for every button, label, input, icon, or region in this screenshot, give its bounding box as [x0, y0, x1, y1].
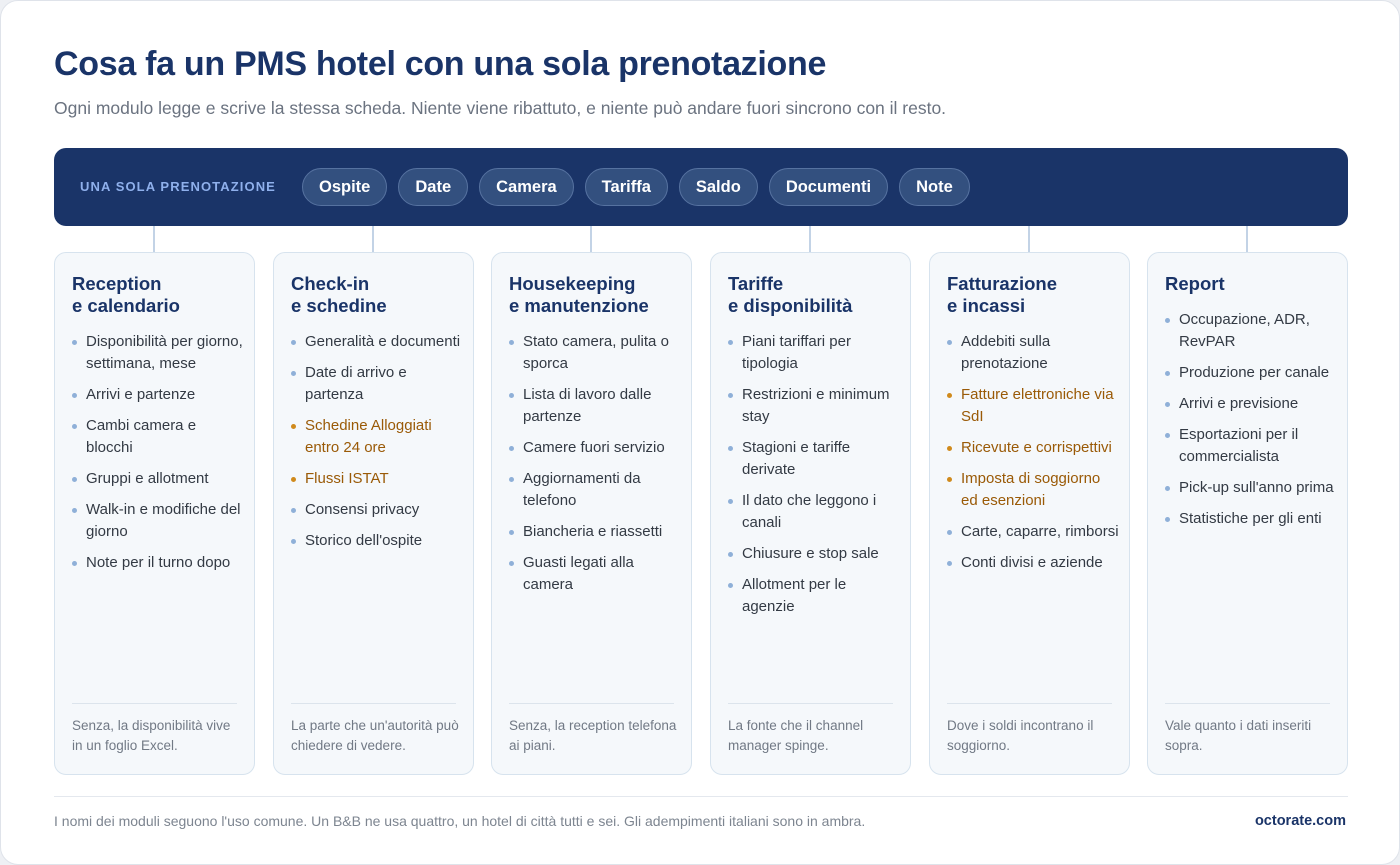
module-card-report — [1147, 252, 1348, 775]
module-title-line: Housekeeping — [509, 273, 636, 294]
module-title-line: Tariffe — [728, 273, 784, 294]
module-title-line: e schedine — [291, 295, 387, 316]
chip-ospite: Ospite — [302, 168, 387, 206]
list-item: Arrivi e previsione — [1165, 393, 1337, 415]
list-item: Il dato che leggono i canali — [728, 490, 900, 534]
module-title — [728, 273, 902, 317]
footer-divider — [54, 796, 1348, 797]
module-note: La fonte che il channel manager spinge. — [728, 718, 864, 753]
chip-saldo: Saldo — [679, 168, 758, 206]
module-card-tariffe — [710, 252, 911, 775]
chip-documenti: Documenti — [769, 168, 888, 206]
list-item: Aggiornamenti da telefono — [509, 468, 681, 512]
connector-line — [809, 226, 811, 253]
list-item: Allotment per le agenzie — [728, 574, 900, 618]
module-card-reception — [54, 252, 255, 775]
reservation-banner — [54, 148, 1348, 226]
connector-line — [1028, 226, 1030, 253]
module-title-line: e incassi — [947, 295, 1026, 316]
list-item: Restrizioni e minimum stay — [728, 384, 900, 428]
module-card-fatturazione — [929, 252, 1130, 775]
list-item: Esportazioni per il commercialista — [1165, 424, 1337, 468]
module-title-line: Fatturazione — [947, 273, 1057, 294]
card-divider — [947, 703, 1112, 704]
list-item: Produzione per canale — [1165, 362, 1337, 384]
connector-line — [372, 226, 374, 253]
module-title-line: e disponibilità — [728, 295, 853, 316]
connector-line — [1246, 226, 1248, 253]
list-item: Stato camera, pulita o sporca — [509, 331, 681, 375]
page-subtitle: Ogni modulo legge e scrive la stessa scheda. Niente viene ribattuto, e niente può andare fuori sincrono con il resto. — [54, 98, 947, 118]
list-item: Guasti legati alla camera — [509, 552, 681, 596]
list-item: Cambi camera e blocchi — [72, 415, 244, 459]
list-item: Addebiti sulla prenotazione — [947, 331, 1119, 375]
list-item: Conti divisi e aziende — [947, 552, 1119, 574]
list-item: Stagioni e tariffe derivate — [728, 437, 900, 481]
list-item: Consensi privacy — [291, 499, 463, 521]
list-item: Walk-in e modifiche del giorno — [72, 499, 244, 543]
module-note: Senza, la reception telefona ai piani. — [509, 718, 677, 753]
module-item-list — [728, 331, 900, 627]
module-note: Vale quanto i dati inseriti sopra. — [1165, 718, 1312, 753]
module-title-line: e calendario — [72, 295, 180, 316]
list-item: Camere fuori servizio — [509, 437, 681, 459]
list-item: Generalità e documenti — [291, 331, 463, 353]
brand-link[interactable]: octorate.com — [1254, 813, 1346, 829]
compliance-list-item: Ricevute e corrispettivi — [947, 437, 1119, 459]
module-item-list — [947, 331, 1119, 583]
module-card-check-in — [273, 252, 474, 775]
compliance-list-item: Flussi ISTAT — [291, 468, 463, 490]
connector-line — [590, 226, 592, 253]
list-item: Piani tariffari per tipologia — [728, 331, 900, 375]
list-item: Arrivi e partenze — [72, 384, 244, 406]
module-item-list — [72, 331, 244, 583]
module-note: La parte che un'autorità può chiedere di vedere. — [291, 718, 459, 753]
list-item: Pick-up sull'anno prima — [1165, 477, 1337, 499]
list-item: Lista di lavoro dalle partenze — [509, 384, 681, 428]
card-divider — [291, 703, 456, 704]
chip-tariffa: Tariffa — [585, 168, 668, 206]
chip-note: Note — [899, 168, 970, 206]
module-title-line: e manutenzione — [509, 295, 649, 316]
module-item-list — [291, 331, 463, 561]
footer-note: I nomi dei moduli seguono l'uso comune. Un B&B ne usa quattro, un hotel di città tutti e sei. Gli adempimenti italiani sono in ambra. — [54, 813, 866, 829]
compliance-list-item: Schedine Alloggiati entro 24 ore — [291, 415, 463, 459]
page-title: Cosa fa un PMS hotel con una sola prenotazione — [54, 45, 827, 83]
list-item: Statistiche per gli enti — [1165, 508, 1337, 530]
list-item: Biancheria e riassetti — [509, 521, 681, 543]
module-title — [72, 273, 246, 317]
module-note: Dove i soldi incontrano il soggiorno. — [947, 718, 1094, 753]
module-title-line: Reception — [72, 273, 162, 294]
list-item: Storico dell'ospite — [291, 530, 463, 552]
chip-camera: Camera — [479, 168, 574, 206]
module-title-line: Report — [1165, 273, 1225, 294]
list-item: Date di arrivo e partenza — [291, 362, 463, 406]
card-divider — [72, 703, 237, 704]
banner-label: UNA SOLA PRENOTAZIONE — [80, 179, 276, 194]
module-item-list — [1165, 309, 1337, 539]
list-item: Note per il turno dopo — [72, 552, 244, 574]
compliance-list-item: Imposta di soggiorno ed esenzioni — [947, 468, 1119, 512]
module-item-list — [509, 331, 681, 605]
list-item: Occupazione, ADR, RevPAR — [1165, 309, 1337, 353]
list-item: Chiusure e stop sale — [728, 543, 900, 565]
module-title — [1165, 273, 1339, 295]
module-card-housekeeping — [491, 252, 692, 775]
module-note: Senza, la disponibilità vive in un foglio Excel. — [72, 718, 231, 753]
module-title-line: Check-in — [291, 273, 370, 294]
list-item: Carte, caparre, rimborsi — [947, 521, 1119, 543]
card-divider — [509, 703, 674, 704]
list-item: Gruppi e allotment — [72, 468, 244, 490]
reservation-field-chips — [302, 168, 970, 206]
connector-line — [153, 226, 155, 253]
compliance-list-item: Fatture elettroniche via SdI — [947, 384, 1119, 428]
chip-date: Date — [398, 168, 468, 206]
module-title — [291, 273, 465, 317]
card-divider — [728, 703, 893, 704]
module-title — [947, 273, 1121, 317]
module-title — [509, 273, 683, 317]
list-item: Disponibilità per giorno, settimana, mese — [72, 331, 244, 375]
card-divider — [1165, 703, 1330, 704]
